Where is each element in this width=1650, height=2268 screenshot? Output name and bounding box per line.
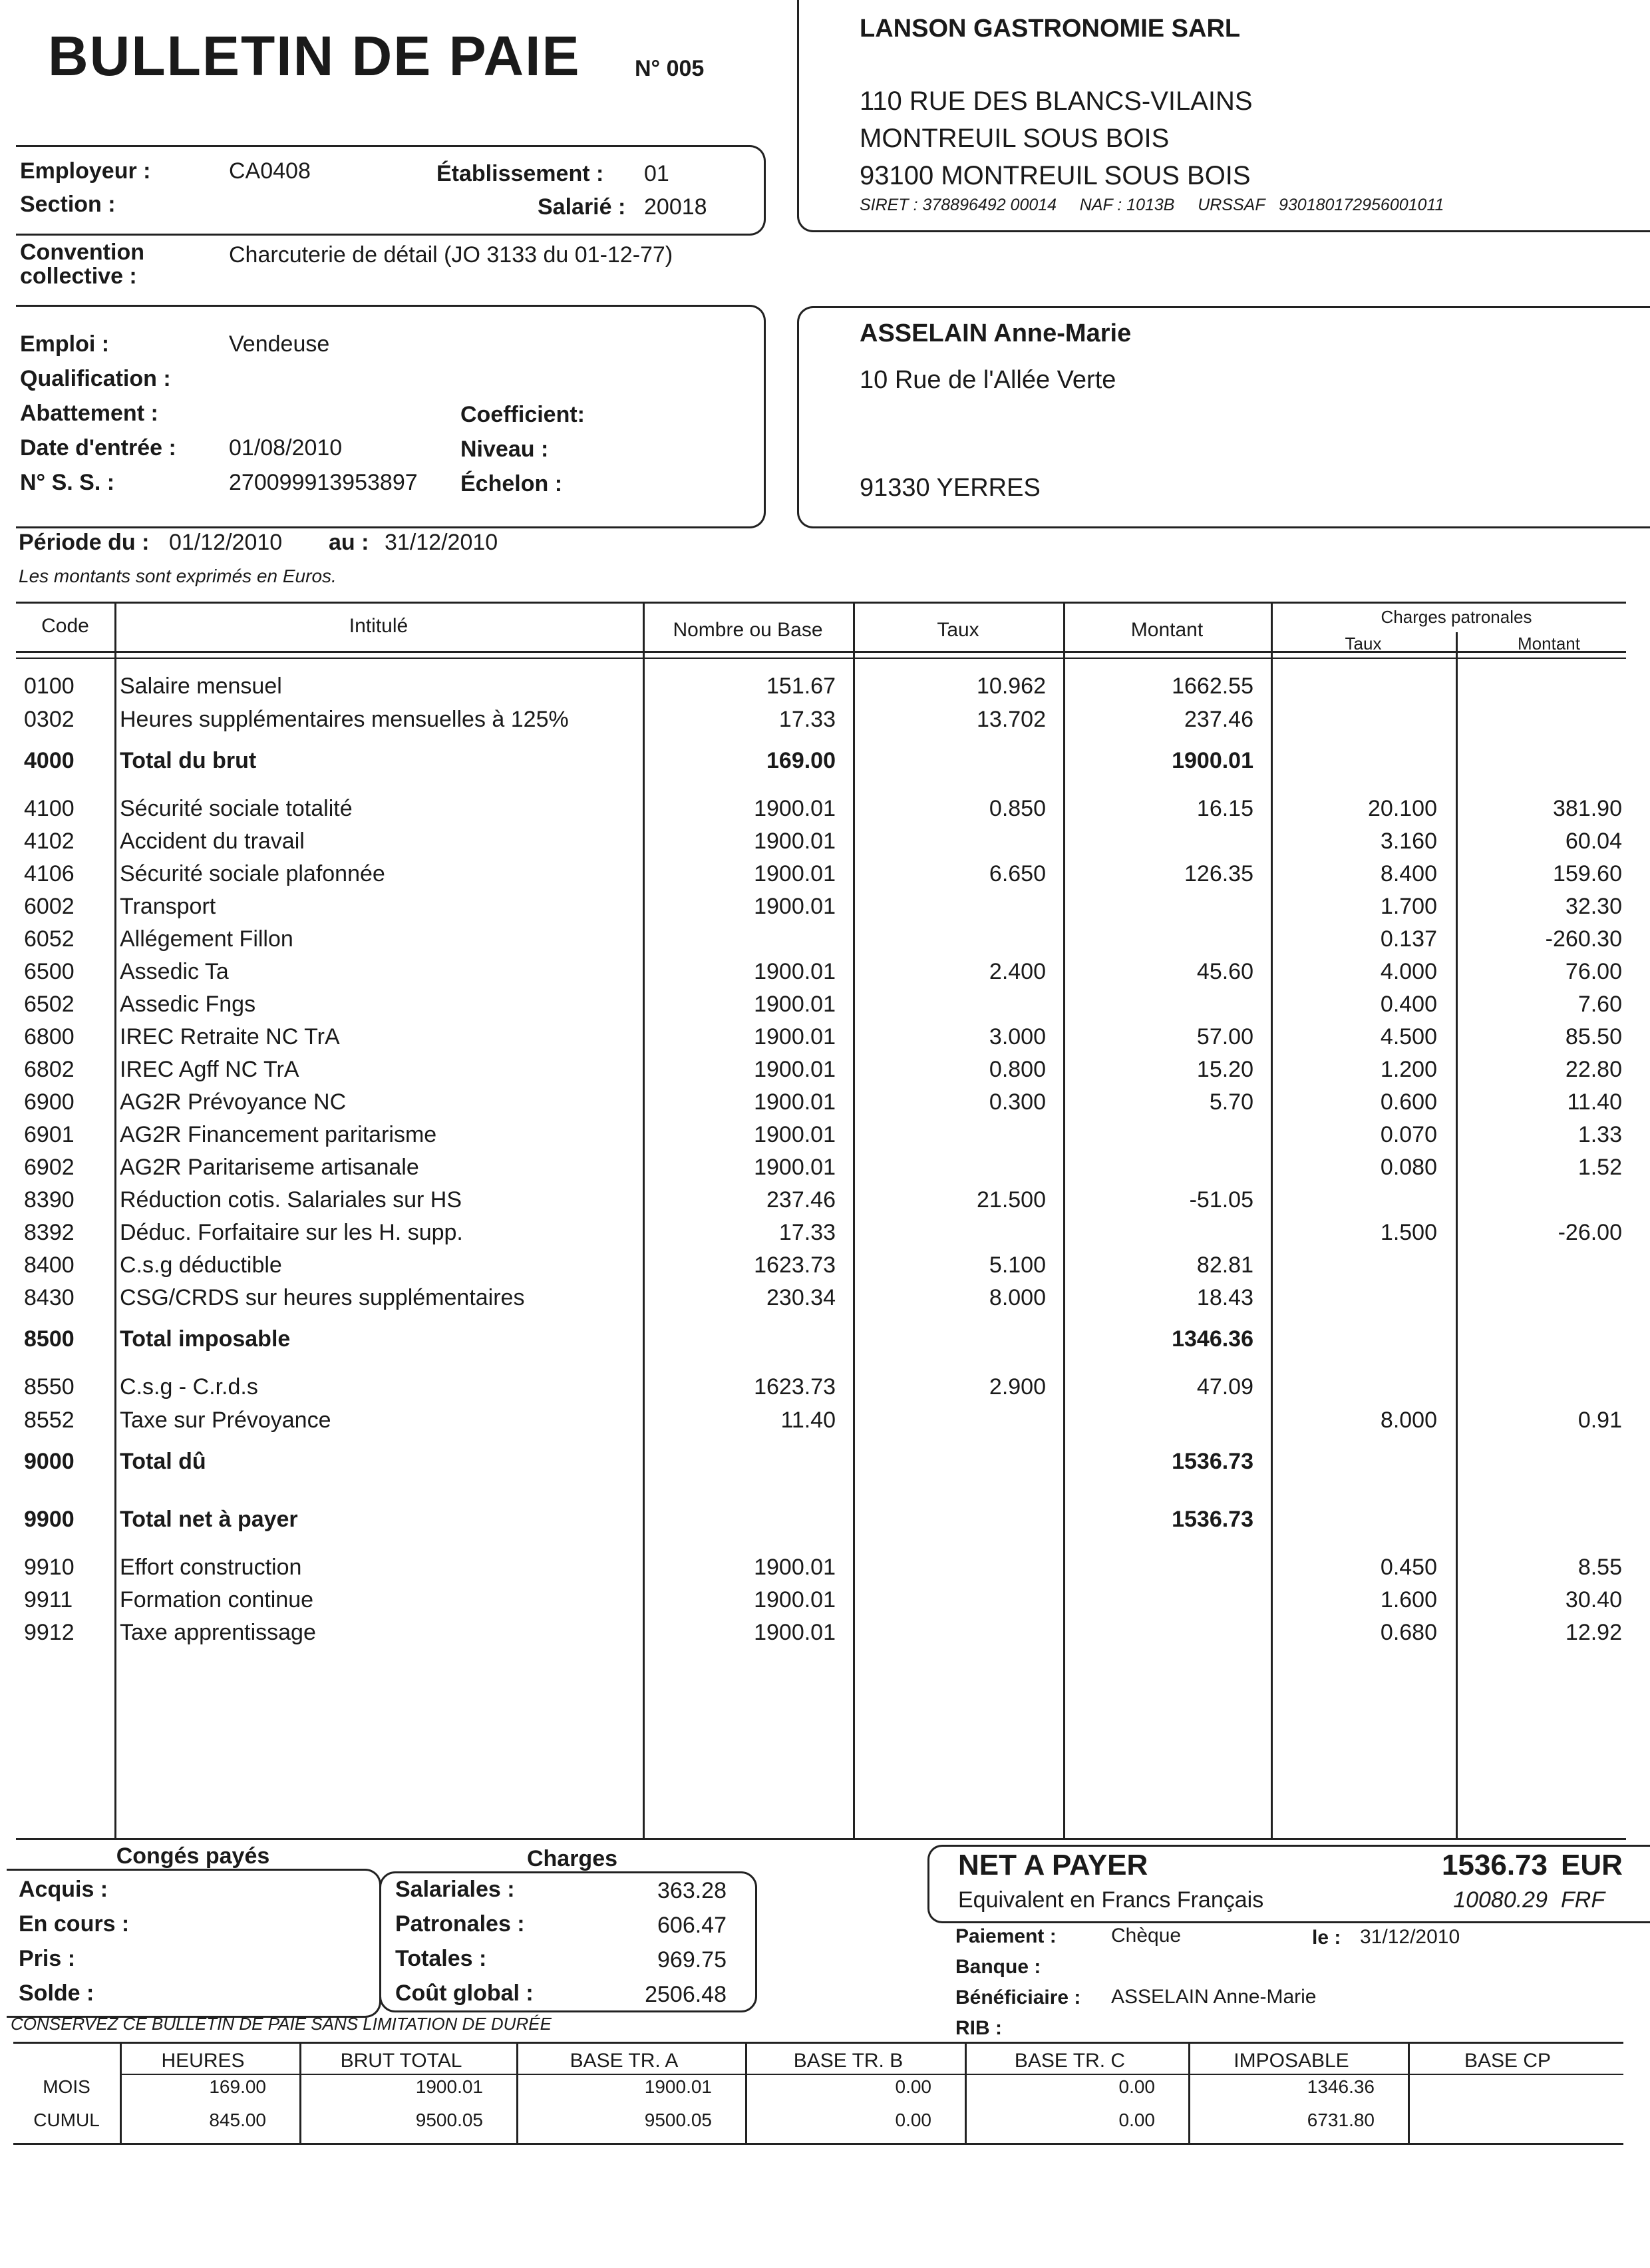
table-cell-ptaux: 8.000 <box>1380 1408 1437 1433</box>
table-cell-pmontant: 76.00 <box>1565 959 1622 984</box>
net-a-payer-currency: EUR <box>1561 1849 1623 1881</box>
coefficient-label: Coefficient: <box>460 402 585 427</box>
table-cell-code: 9910 <box>24 1555 75 1580</box>
conges-title: Congés payés <box>116 1843 270 1869</box>
table-cell-label: Transport <box>120 894 216 919</box>
table-cell-code: 4106 <box>24 861 75 886</box>
table-cell-code: 6901 <box>24 1122 75 1147</box>
table-cell-code: 9900 <box>24 1507 75 1532</box>
etablissement-label: Établissement : <box>436 161 604 186</box>
conges-en-cours-label: En cours : <box>19 1911 130 1937</box>
convention-value: Charcuterie de détail (JO 3133 du 01-12-77) <box>229 242 673 268</box>
table-cell-label: Total dû <box>120 1449 206 1474</box>
table-cell-ptaux: 1.500 <box>1380 1220 1437 1245</box>
table-cell-montant: 18.43 <box>1196 1285 1253 1310</box>
table-cell-montant: 57.00 <box>1196 1024 1253 1049</box>
table-cell-code: 4100 <box>24 796 75 821</box>
table-cell-code: 6502 <box>24 992 75 1017</box>
table-cell-base: 169.00 <box>766 748 836 773</box>
table-cell-pmontant: 8.55 <box>1577 1555 1622 1580</box>
table-cell-code: 8550 <box>24 1374 75 1400</box>
table-cell-code: 8400 <box>24 1252 75 1278</box>
table-cell-base: 1900.01 <box>754 1620 836 1645</box>
summary-header: BASE TR. B <box>793 2050 904 2072</box>
section-label: Section : <box>20 192 116 217</box>
table-cell-ptaux: 8.400 <box>1380 861 1437 886</box>
salarie-value: 20018 <box>644 194 707 220</box>
table-cell-label: IREC Retraite NC TrA <box>120 1024 340 1049</box>
table-cell-code: 9000 <box>24 1449 75 1474</box>
table-cell-label: CSG/CRDS sur heures supplémentaires <box>120 1285 525 1310</box>
table-cell-label: Total imposable <box>120 1326 291 1352</box>
table-cell-code: 0302 <box>24 707 75 732</box>
table-cell-code: 4102 <box>24 829 75 854</box>
header-code: Code <box>41 615 89 637</box>
table-cell-pmontant: 159.60 <box>1553 861 1622 886</box>
table-cell-label: Taxe sur Prévoyance <box>120 1408 331 1433</box>
table-cell-pmontant: 0.91 <box>1577 1408 1622 1433</box>
table-cell-label: Réduction cotis. Salariales sur HS <box>120 1187 462 1213</box>
summary-header: HEURES <box>161 2050 245 2072</box>
summary-header: BASE TR. C <box>1014 2050 1126 2072</box>
banque-label: Banque : <box>955 1956 1041 1978</box>
francs-label: Equivalent en Francs Français <box>958 1887 1264 1913</box>
table-cell-pmontant: -26.00 <box>1558 1220 1622 1245</box>
table-cell-base: 230.34 <box>766 1285 836 1310</box>
recipient-name: ASSELAIN Anne-Marie <box>860 319 1132 347</box>
table-cell-label: Accident du travail <box>120 829 305 854</box>
table-cell-base: 1900.01 <box>754 1024 836 1049</box>
qualification-label: Qualification : <box>20 366 171 391</box>
table-cell-code: 6500 <box>24 959 75 984</box>
currency-note: Les montants sont exprimés en Euros. <box>19 566 337 586</box>
table-cell-taux: 0.300 <box>989 1089 1046 1115</box>
charges-cout-global-label: Coût global : <box>395 1981 534 2006</box>
beneficiaire-value: ASSELAIN Anne-Marie <box>1111 1986 1317 2008</box>
francs-value: 10080.29 <box>1453 1887 1548 1913</box>
table-cell-pmontant: 1.33 <box>1577 1122 1622 1147</box>
table-cell-label: IREC Agff NC TrA <box>120 1057 299 1082</box>
table-cell-montant: 1536.73 <box>1172 1507 1253 1532</box>
table-cell-pmontant: 60.04 <box>1565 829 1622 854</box>
charges-totales-value: 969.75 <box>657 1947 727 1973</box>
table-cell-pmontant: 22.80 <box>1565 1057 1622 1082</box>
table-cell-label: Déduc. Forfaitaire sur les H. supp. <box>120 1220 463 1245</box>
francs-currency: FRF <box>1561 1887 1605 1913</box>
table-cell-label: Assedic Fngs <box>120 992 256 1017</box>
table-cell-code: 6052 <box>24 926 75 952</box>
table-cell-ptaux: 0.070 <box>1380 1122 1437 1147</box>
summary-header: BASE TR. A <box>570 2050 679 2072</box>
table-cell-code: 9912 <box>24 1620 75 1645</box>
table-cell-pmontant: 32.30 <box>1565 894 1622 919</box>
table-cell-pmontant: 85.50 <box>1565 1024 1622 1049</box>
table-cell-pmontant: 30.40 <box>1565 1587 1622 1612</box>
table-cell-ptaux: 0.450 <box>1380 1555 1437 1580</box>
table-cell-base: 1900.01 <box>754 992 836 1017</box>
table-cell-ptaux: 4.500 <box>1380 1024 1437 1049</box>
company-address-2: MONTREUIL SOUS BOIS <box>860 124 1170 153</box>
table-cell-label: Total net à payer <box>120 1507 298 1532</box>
table-cell-montant: 5.70 <box>1209 1089 1253 1115</box>
net-a-payer-label: NET A PAYER <box>958 1849 1148 1881</box>
table-cell-code: 4000 <box>24 748 75 773</box>
table-cell-code: 6900 <box>24 1089 75 1115</box>
table-cell-code: 8392 <box>24 1220 75 1245</box>
company-ids: SIRET : 378896492 00014 NAF : 1013B URSSAF 930180172956001011 <box>860 196 1444 214</box>
charges-patronales-label: Patronales : <box>395 1911 525 1937</box>
table-cell-base: 1900.01 <box>754 1057 836 1082</box>
net-a-payer-value: 1536.73 <box>1441 1849 1548 1881</box>
summary-header: IMPOSABLE <box>1234 2050 1349 2072</box>
summary-cell: 1900.01 <box>644 2076 712 2097</box>
header-taux: Taux <box>937 619 979 641</box>
summary-cell: 0.00 <box>895 2110 931 2130</box>
table-cell-montant: 1346.36 <box>1172 1326 1253 1352</box>
charges-patronales-value: 606.47 <box>657 1913 727 1938</box>
table-cell-taux: 21.500 <box>977 1187 1046 1213</box>
niveau-label: Niveau : <box>460 437 549 462</box>
summary-cell: 1346.36 <box>1307 2076 1375 2097</box>
table-cell-pmontant: 381.90 <box>1553 796 1622 821</box>
header-charges-montant: Montant <box>1518 634 1580 654</box>
table-cell-taux: 0.850 <box>989 796 1046 821</box>
table-cell-taux: 6.650 <box>989 861 1046 886</box>
table-cell-pmontant: 12.92 <box>1565 1620 1622 1645</box>
abattement-label: Abattement : <box>20 401 158 426</box>
table-cell-label: Allégement Fillon <box>120 926 293 952</box>
table-cell-label: Total du brut <box>120 748 257 773</box>
summary-cell: 6731.80 <box>1307 2110 1375 2130</box>
periode-du-value: 01/12/2010 <box>169 530 283 555</box>
summary-cell: 9500.05 <box>644 2110 712 2130</box>
summary-header: BRUT TOTAL <box>340 2050 462 2072</box>
charges-totales-label: Totales : <box>395 1946 487 1971</box>
table-cell-label: AG2R Prévoyance NC <box>120 1089 347 1115</box>
table-cell-code: 8552 <box>24 1408 75 1433</box>
table-cell-taux: 3.000 <box>989 1024 1046 1049</box>
charges-title: Charges <box>526 1846 618 1871</box>
table-cell-base: 1623.73 <box>754 1374 836 1400</box>
table-cell-base: 17.33 <box>778 1220 836 1245</box>
table-cell-montant: 15.20 <box>1196 1057 1253 1082</box>
table-cell-taux: 13.702 <box>977 707 1046 732</box>
table-cell-pmontant: 7.60 <box>1577 992 1622 1017</box>
table-cell-ptaux: 1.600 <box>1380 1587 1437 1612</box>
company-name: LANSON GASTRONOMIE SARL <box>860 15 1241 43</box>
header-montant: Montant <box>1130 619 1204 641</box>
conges-acquis-label: Acquis : <box>19 1877 108 1902</box>
table-cell-base: 11.40 <box>780 1408 836 1433</box>
table-cell-label: Heures supplémentaires mensuelles à 125% <box>120 707 569 732</box>
table-cell-pmontant: -260.30 <box>1545 926 1622 952</box>
table-cell-label: Formation continue <box>120 1587 314 1612</box>
summary-cell: 1900.01 <box>415 2076 483 2097</box>
salarie-label: Salarié : <box>538 194 626 220</box>
summary-cell: 0.00 <box>895 2076 931 2097</box>
table-cell-label: AG2R Paritariseme artisanale <box>120 1155 419 1180</box>
company-address-1: 110 RUE DES BLANCS-VILAINS <box>860 87 1253 116</box>
header-charges-taux: Taux <box>1345 634 1382 654</box>
table-cell-taux: 5.100 <box>989 1252 1046 1278</box>
summary-row-label: CUMUL <box>33 2110 100 2130</box>
summary-cell: 169.00 <box>209 2076 266 2097</box>
emploi-value: Vendeuse <box>229 331 330 357</box>
table-cell-label: Sécurité sociale totalité <box>120 796 353 821</box>
table-cell-base: 1900.01 <box>754 829 836 854</box>
table-cell-label: C.s.g - C.r.d.s <box>120 1374 258 1400</box>
summary-header: BASE CP <box>1464 2050 1552 2072</box>
table-cell-label: Assedic Ta <box>120 959 229 984</box>
etablissement-value: 01 <box>644 161 669 186</box>
conserve-note: CONSERVEZ CE BULLETIN DE PAIE SANS LIMITATION DE DURÉE <box>11 2014 552 2034</box>
table-cell-montant: -51.05 <box>1189 1187 1253 1213</box>
table-cell-code: 6902 <box>24 1155 75 1180</box>
table-cell-ptaux: 20.100 <box>1368 796 1437 821</box>
recipient-address-2: 91330 YERRES <box>860 474 1041 502</box>
table-cell-ptaux: 0.680 <box>1380 1620 1437 1645</box>
nss-value: 270099913953897 <box>229 470 418 495</box>
date-entree-value: 01/08/2010 <box>229 435 343 461</box>
table-cell-montant: 82.81 <box>1196 1252 1253 1278</box>
summary-cell: 9500.05 <box>415 2110 483 2130</box>
rib-label: RIB : <box>955 2017 1002 2039</box>
table-cell-ptaux: 0.600 <box>1380 1089 1437 1115</box>
conges-pris-label: Pris : <box>19 1946 76 1971</box>
table-cell-montant: 1662.55 <box>1172 673 1253 699</box>
periode-label: Période du : <box>19 530 150 555</box>
table-cell-pmontant: 1.52 <box>1577 1155 1622 1180</box>
table-cell-label: AG2R Financement paritarisme <box>120 1122 437 1147</box>
table-cell-base: 1900.01 <box>754 1122 836 1147</box>
table-cell-ptaux: 4.000 <box>1380 959 1437 984</box>
date-entree-label: Date d'entrée : <box>20 435 176 461</box>
table-cell-ptaux: 3.160 <box>1380 829 1437 854</box>
header-base: Nombre ou Base <box>673 619 823 641</box>
table-cell-label: Salaire mensuel <box>120 673 282 699</box>
employeur-value: CA0408 <box>229 158 311 184</box>
table-cell-base: 17.33 <box>778 707 836 732</box>
table-cell-ptaux: 1.200 <box>1380 1057 1437 1082</box>
conges-solde-label: Solde : <box>19 1981 94 2006</box>
table-cell-label: Effort construction <box>120 1555 302 1580</box>
employeur-label: Employeur : <box>20 158 151 184</box>
table-cell-pmontant: 11.40 <box>1567 1089 1622 1115</box>
document-title: BULLETIN DE PAIE <box>48 25 581 87</box>
table-cell-base: 1900.01 <box>754 1155 836 1180</box>
summary-row-label: MOIS <box>43 2076 90 2097</box>
table-cell-label: C.s.g déductible <box>120 1252 282 1278</box>
table-cell-code: 0100 <box>24 673 75 699</box>
table-cell-taux: 10.962 <box>977 673 1046 699</box>
bulletin-number: N° 005 <box>635 56 705 81</box>
table-cell-base: 1900.01 <box>754 959 836 984</box>
table-cell-base: 1900.01 <box>754 1089 836 1115</box>
table-cell-base: 1900.01 <box>754 861 836 886</box>
table-cell-base: 1900.01 <box>754 1587 836 1612</box>
table-cell-code: 9911 <box>24 1587 73 1612</box>
convention-label: Convention collective : <box>20 240 144 289</box>
company-address-3: 93100 MONTREUIL SOUS BOIS <box>860 161 1251 190</box>
table-cell-ptaux: 1.700 <box>1380 894 1437 919</box>
table-cell-code: 6800 <box>24 1024 75 1049</box>
table-cell-ptaux: 0.400 <box>1380 992 1437 1017</box>
table-cell-code: 8430 <box>24 1285 75 1310</box>
charges-salariales-label: Salariales : <box>395 1877 515 1902</box>
table-cell-taux: 8.000 <box>989 1285 1046 1310</box>
periode-au-value: 31/12/2010 <box>385 530 498 555</box>
table-cell-ptaux: 0.080 <box>1380 1155 1437 1180</box>
table-cell-montant: 45.60 <box>1196 959 1253 984</box>
paiement-label: Paiement : <box>955 1925 1057 1947</box>
table-cell-code: 8390 <box>24 1187 75 1213</box>
periode-au-label: au : <box>329 530 369 555</box>
table-cell-code: 6002 <box>24 894 75 919</box>
summary-cell: 0.00 <box>1118 2110 1155 2130</box>
recipient-address-1: 10 Rue de l'Allée Verte <box>860 366 1116 394</box>
table-cell-base: 237.46 <box>766 1187 836 1213</box>
table-cell-montant: 1900.01 <box>1172 748 1253 773</box>
charges-salariales-value: 363.28 <box>657 1878 727 1903</box>
table-cell-montant: 1536.73 <box>1172 1449 1253 1474</box>
summary-cell: 845.00 <box>209 2110 266 2130</box>
echelon-label: Échelon : <box>460 471 563 496</box>
table-cell-ptaux: 0.137 <box>1380 926 1437 952</box>
beneficiaire-label: Bénéficiaire : <box>955 1986 1081 2008</box>
table-cell-label: Sécurité sociale plafonnée <box>120 861 385 886</box>
table-cell-montant: 237.46 <box>1184 707 1253 732</box>
table-cell-montant: 47.09 <box>1196 1374 1253 1400</box>
table-cell-base: 1900.01 <box>754 894 836 919</box>
table-cell-montant: 16.15 <box>1196 796 1253 821</box>
paiement-value: Chèque <box>1111 1925 1182 1947</box>
table-cell-base: 1623.73 <box>754 1252 836 1278</box>
table-cell-code: 8500 <box>24 1326 75 1352</box>
paiement-date-value: 31/12/2010 <box>1360 1926 1460 1948</box>
table-cell-code: 6802 <box>24 1057 75 1082</box>
nss-label: N° S. S. : <box>20 470 115 495</box>
header-intitule: Intitulé <box>349 615 409 637</box>
summary-cell: 0.00 <box>1118 2076 1155 2097</box>
table-cell-base: 1900.01 <box>754 1555 836 1580</box>
header-charges-patronales: Charges patronales <box>1381 607 1532 627</box>
table-cell-taux: 2.400 <box>989 959 1046 984</box>
table-cell-taux: 2.900 <box>989 1374 1046 1400</box>
paiement-date-label: le : <box>1312 1927 1341 1949</box>
table-cell-montant: 126.35 <box>1184 861 1253 886</box>
table-cell-label: Taxe apprentissage <box>120 1620 316 1645</box>
emploi-label: Emploi : <box>20 331 110 357</box>
charges-cout-global-value: 2506.48 <box>645 1982 727 2007</box>
table-cell-taux: 0.800 <box>989 1057 1046 1082</box>
table-cell-base: 151.67 <box>766 673 836 699</box>
table-cell-base: 1900.01 <box>754 796 836 821</box>
